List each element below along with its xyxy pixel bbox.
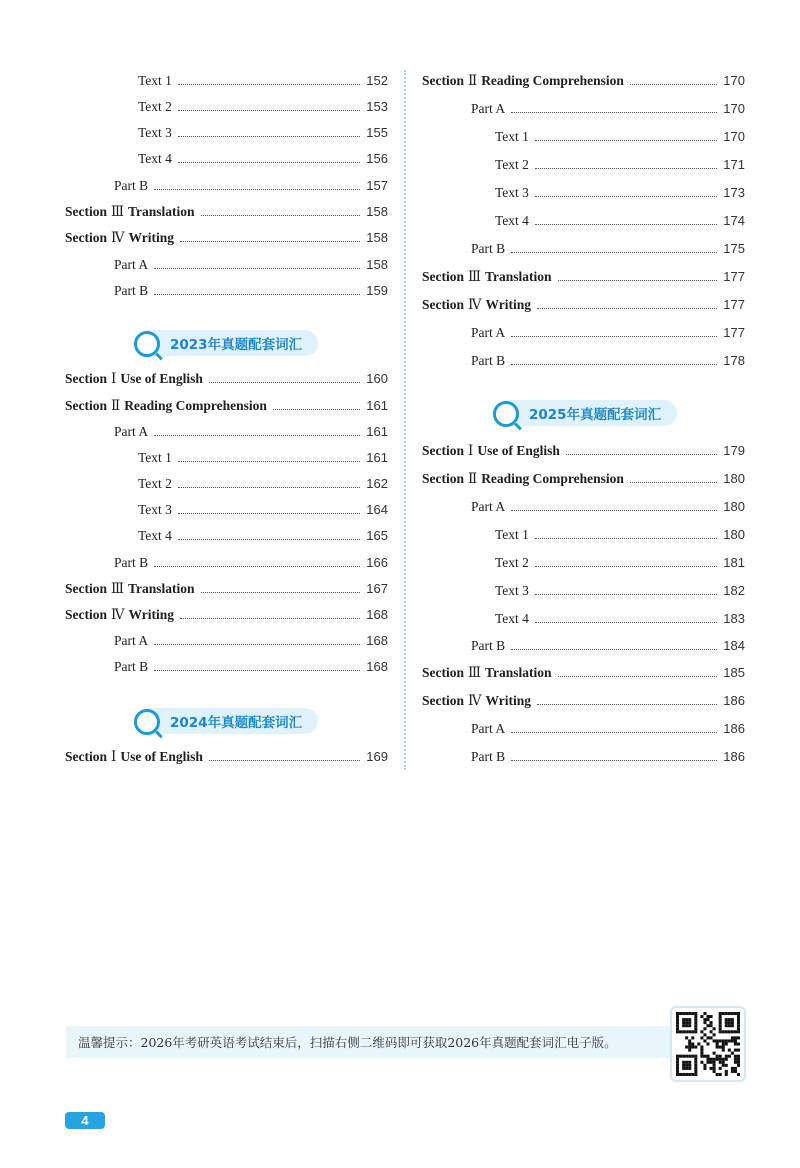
toc-entry[interactable] [495,582,745,600]
dot-leader [178,513,360,514]
toc-section-entry[interactable] [65,748,388,766]
toc-section-entry[interactable] [65,370,388,388]
entry-label: Text 1 [495,129,529,144]
dot-leader [201,215,361,216]
toc-entry[interactable] [114,658,388,676]
toc-entry[interactable] [138,98,388,116]
magnifier-icon [493,401,519,427]
dot-leader [630,482,717,483]
dot-leader [178,110,360,111]
toc-entry[interactable] [138,449,388,467]
toc-entry[interactable] [138,475,388,493]
page-ref: 167 [366,581,388,596]
section-label [65,229,180,247]
page-ref: 183 [723,611,745,626]
page-ref: 162 [366,476,388,491]
dot-leader [535,224,717,225]
page-ref: 186 [723,749,745,764]
entry-label: Part B [471,241,506,256]
entry-label: Text 2 [495,157,529,172]
section-title: Writing [128,607,175,622]
dot-leader [178,539,360,540]
toc-entry[interactable] [471,240,745,258]
dot-leader [178,487,360,488]
toc-entry[interactable] [138,150,388,168]
page-ref: 174 [723,213,745,228]
toc-entry[interactable] [114,256,388,274]
magnifier-icon [134,709,160,735]
section-title: Translation [485,665,552,680]
dot-leader [511,112,717,113]
toc-entry[interactable] [471,324,745,342]
toc-entry[interactable] [495,610,745,628]
entry-label: Text 3 [495,583,529,598]
entry-label: Text 3 [138,125,172,140]
toc-entry[interactable] [495,184,745,202]
dot-leader [535,140,717,141]
toc-entry[interactable] [495,554,745,572]
notice-banner [66,1026,742,1058]
page-ref: 157 [366,178,388,193]
toc-section-entry[interactable] [422,470,745,488]
dot-leader [154,670,360,671]
section-label [422,296,537,314]
toc-entry[interactable] [138,501,388,519]
dot-leader [566,454,717,455]
page-ref: 180 [723,527,745,542]
page-ref: 164 [366,502,388,517]
page-ref: 159 [366,283,388,298]
toc-section-entry[interactable] [65,397,388,415]
section-numeral: Ⅲ [468,269,482,284]
section-numeral: Ⅰ [111,371,117,386]
toc-entry[interactable] [471,352,745,370]
entry-label: Text 1 [495,527,529,542]
section-label [65,203,201,221]
section-title: Translation [128,204,195,219]
section-prefix: Section [65,230,107,245]
section-title: Translation [485,269,552,284]
entry-label: Part B [114,555,149,570]
section-label [65,748,209,766]
entry-label: Text 2 [138,476,172,491]
section-numeral: Ⅱ [468,73,478,88]
section-prefix: Section [65,398,107,413]
entry-label: Part A [114,424,149,439]
section-prefix: Section [65,204,107,219]
dot-leader [537,308,717,309]
toc-entry[interactable] [495,156,745,174]
year-heading-text: 2023年真题配套词汇 [170,337,303,353]
entry-label: Part B [114,659,149,674]
dot-leader [154,294,360,295]
section-prefix: Section [422,73,464,88]
section-numeral: Ⅱ [468,471,478,486]
page-ref: 168 [366,633,388,648]
section-label [422,442,566,460]
section-label [65,606,180,624]
dot-leader [178,136,360,137]
dot-leader [535,538,717,539]
entry-label: Part B [471,638,506,653]
dot-leader [178,162,360,163]
entry-label: Text 3 [495,185,529,200]
toc-entry[interactable] [495,212,745,230]
dot-leader [535,168,717,169]
dot-leader [209,760,360,761]
page-ref: 152 [366,73,388,88]
page-ref: 155 [366,125,388,140]
page-ref: 168 [366,659,388,674]
toc-entry[interactable] [471,637,745,655]
dot-leader [537,704,717,705]
page-ref: 175 [723,241,745,256]
entry-label: Part A [471,721,506,736]
page-ref: 171 [723,157,745,172]
entry-label: Part B [114,283,149,298]
toc-section-entry[interactable] [65,229,388,247]
year-heading-text: 2024年真题配套词汇 [170,715,303,731]
toc-section-entry[interactable] [422,442,745,460]
page-ref: 186 [723,693,745,708]
toc-section-entry[interactable] [65,203,388,221]
section-prefix: Section [65,581,107,596]
dot-leader [511,510,717,511]
section-prefix: Section [422,693,464,708]
dot-leader [178,461,360,462]
section-title: Writing [128,230,175,245]
entry-label: Part A [471,325,506,340]
section-numeral: Ⅲ [111,204,125,219]
page-ref: 158 [366,257,388,272]
entry-label: Part A [471,499,506,514]
section-title: Writing [485,693,532,708]
page-ref: 168 [366,607,388,622]
page-ref: 170 [723,101,745,116]
page-ref: 173 [723,185,745,200]
section-numeral: Ⅲ [111,581,125,596]
toc-entry[interactable] [114,282,388,300]
page-ref: 153 [366,99,388,114]
dot-leader [154,644,360,645]
dot-leader [630,84,717,85]
section-numeral: Ⅳ [111,230,125,245]
entry-label: Part B [471,749,506,764]
page-ref: 181 [723,555,745,570]
dot-leader [558,676,718,677]
dot-leader [154,189,360,190]
section-label [422,268,558,286]
entry-label: Text 4 [138,151,172,166]
page-ref: 166 [366,555,388,570]
dot-leader [558,280,718,281]
year-heading [136,708,318,734]
entry-label: Part A [114,257,149,272]
qr-code-icon[interactable] [670,1006,746,1082]
page-ref: 180 [723,499,745,514]
dot-leader [511,364,717,365]
page-ref: 165 [366,528,388,543]
page-ref: 186 [723,721,745,736]
section-label [65,370,209,388]
section-label [422,470,630,488]
entry-label: Part B [471,353,506,368]
toc-entry[interactable] [138,72,388,90]
dot-leader [535,594,717,595]
section-title: Reading Comprehension [124,398,267,413]
section-numeral: Ⅱ [111,398,121,413]
page-ref: 156 [366,151,388,166]
section-title: Writing [485,297,532,312]
toc-entry[interactable] [471,498,745,516]
dot-leader [154,566,360,567]
page-ref: 185 [723,665,745,680]
toc-entry[interactable] [138,527,388,545]
page-ref: 178 [723,353,745,368]
dot-leader [180,618,360,619]
notice-text: 温馨提示：2026年考研英语考试结束后，扫描右侧二维码即可获取2026年真题配套词汇电子版。 [78,1035,617,1050]
dot-leader [154,435,360,436]
section-prefix: Section [422,297,464,312]
dot-leader [511,760,717,761]
page-ref: 161 [366,424,388,439]
entry-label: Part B [114,178,149,193]
page-ref: 169 [366,749,388,764]
entry-label: Text 4 [138,528,172,543]
dot-leader [180,241,360,242]
section-title: Use of English [120,371,203,386]
entry-label: Text 1 [138,73,172,88]
section-title: Reading Comprehension [481,73,624,88]
page-ref: 170 [723,73,745,88]
entry-label: Text 4 [495,611,529,626]
section-label [65,580,201,598]
dot-leader [511,732,717,733]
toc-entry[interactable] [114,632,388,650]
page-ref: 158 [366,230,388,245]
entry-label: Text 2 [138,99,172,114]
dot-leader [178,84,360,85]
section-label [422,692,537,710]
toc-section-entry[interactable] [422,268,745,286]
section-numeral: Ⅳ [468,297,482,312]
year-heading [495,400,677,426]
section-prefix: Section [422,665,464,680]
column-divider [404,70,406,770]
toc-entry[interactable] [471,720,745,738]
toc-section-entry[interactable] [422,692,745,710]
magnifier-icon [134,331,160,357]
dot-leader [535,622,717,623]
page-ref: 177 [723,325,745,340]
section-prefix: Section [65,371,107,386]
section-numeral: Ⅳ [468,693,482,708]
section-prefix: Section [422,269,464,284]
dot-leader [511,336,717,337]
section-label [65,397,273,415]
toc-section-entry[interactable] [65,606,388,624]
page-number-badge: 4 [65,1112,105,1129]
toc-entry[interactable] [138,124,388,142]
year-heading [136,330,318,356]
entry-label: Part A [471,101,506,116]
toc-entry[interactable] [114,554,388,572]
page-ref: 158 [366,204,388,219]
section-prefix: Section [65,749,107,764]
entry-label: Text 3 [138,502,172,517]
page-ref: 161 [366,398,388,413]
toc-entry[interactable] [114,177,388,195]
section-title: Use of English [477,443,560,458]
page-ref: 180 [723,471,745,486]
toc-entry[interactable] [495,128,745,146]
entry-label: Text 2 [495,555,529,570]
toc-section-entry[interactable] [422,664,745,682]
page-ref: 182 [723,583,745,598]
toc-entry[interactable] [495,526,745,544]
toc-entry[interactable] [471,100,745,118]
toc-entry[interactable] [114,423,388,441]
entry-label: Text 1 [138,450,172,465]
dot-leader [511,252,717,253]
entry-label: Text 4 [495,213,529,228]
entry-label: Part A [114,633,149,648]
page-ref: 161 [366,450,388,465]
section-numeral: Ⅳ [111,607,125,622]
page-ref: 179 [723,443,745,458]
page-ref: 170 [723,129,745,144]
section-numeral: Ⅲ [468,665,482,680]
year-heading-text: 2025年真题配套词汇 [529,407,662,423]
section-numeral: Ⅰ [111,749,117,764]
toc-section-entry[interactable] [422,72,745,90]
page-ref: 184 [723,638,745,653]
section-prefix: Section [65,607,107,622]
dot-leader [273,409,360,410]
section-label [422,72,630,90]
dot-leader [209,382,360,383]
dot-leader [535,566,717,567]
section-title: Use of English [120,749,203,764]
dot-leader [511,649,717,650]
page-ref: 177 [723,297,745,312]
page-ref: 160 [366,371,388,386]
page-ref: 177 [723,269,745,284]
section-numeral: Ⅰ [468,443,474,458]
toc-section-entry[interactable] [65,580,388,598]
toc-section-entry[interactable] [422,296,745,314]
section-prefix: Section [422,443,464,458]
section-title: Reading Comprehension [481,471,624,486]
dot-leader [154,268,360,269]
section-prefix: Section [422,471,464,486]
dot-leader [201,592,361,593]
toc-entry[interactable] [471,748,745,766]
section-label [422,664,558,682]
section-title: Translation [128,581,195,596]
dot-leader [535,196,717,197]
